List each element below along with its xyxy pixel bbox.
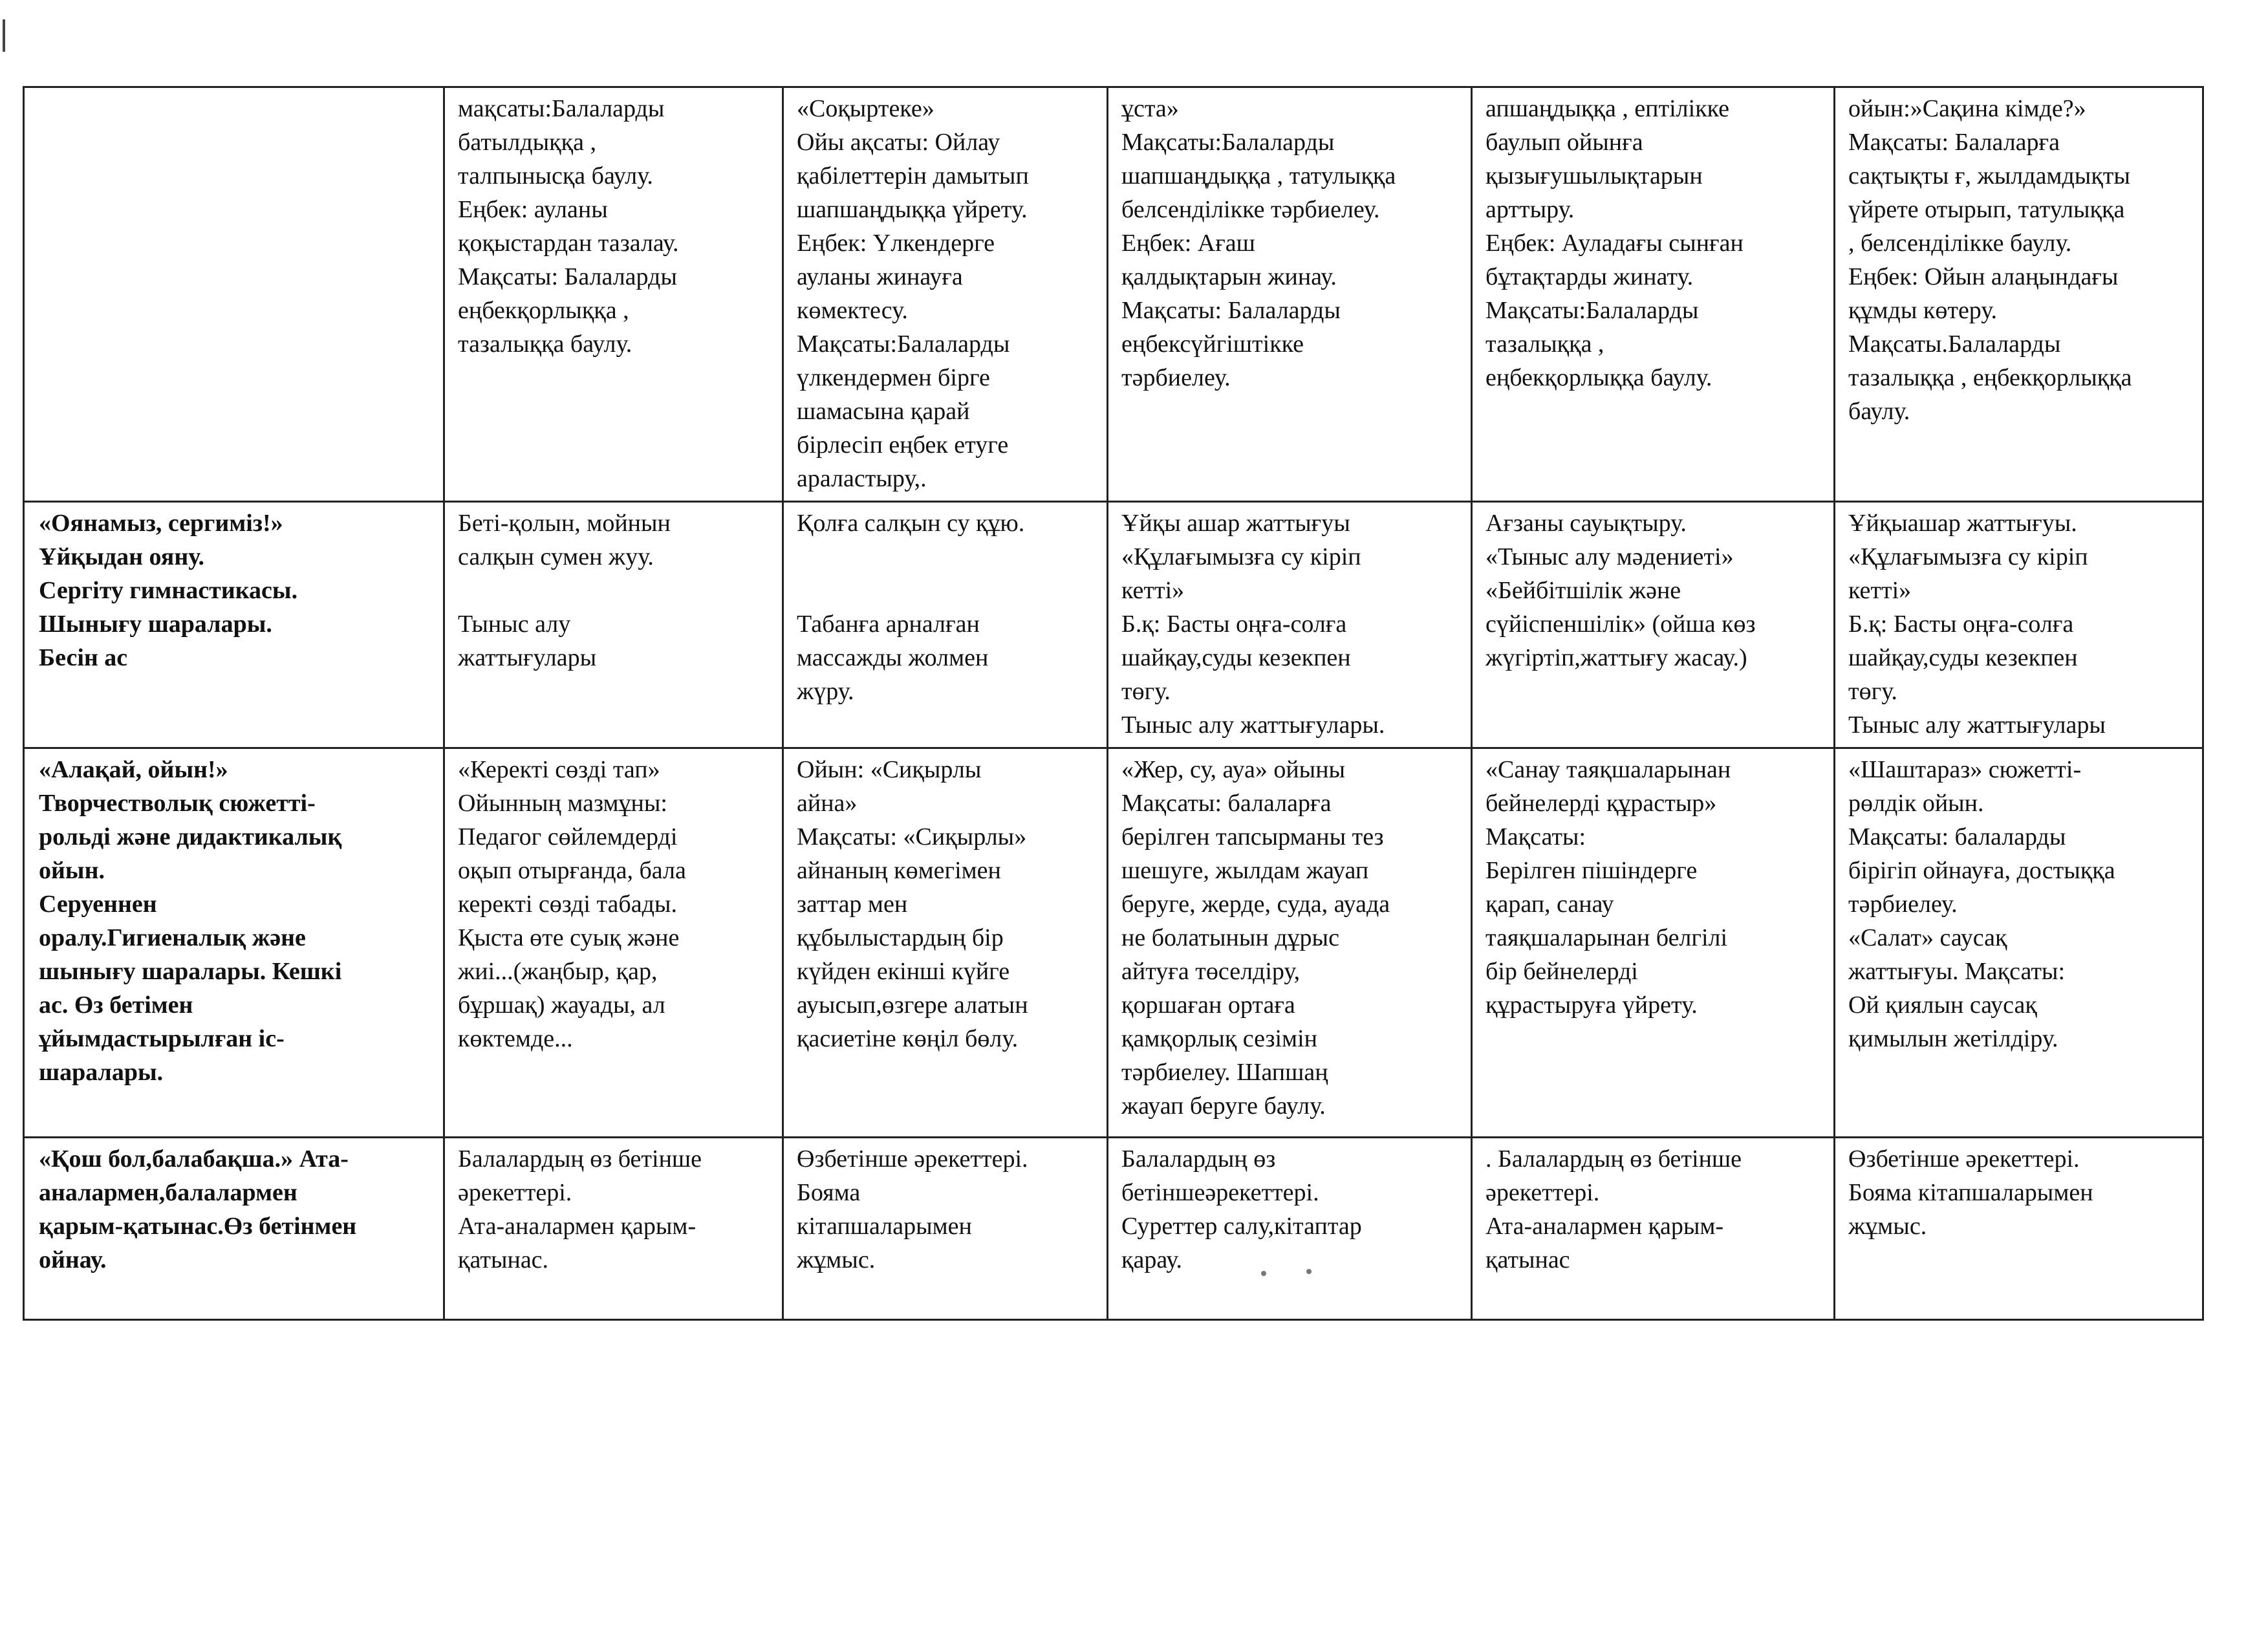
- activity-cell: Өзбетінше әрекеттері. Бояма кітапшаларымен жұмыс.: [783, 1138, 1108, 1320]
- table-row: [24, 87, 2203, 502]
- activity-cell: ойын:»Сақина кімде?» Мақсаты: Балаларға сақтықты ғ, жылдамдықты үйрете отырып, татулыққа , белсенділікке баулу. Еңбек: Ойын алаңындағы құмды көтеру. Мақсаты.Балаларды тазалыққа , еңбекқорлыққа баулу.: [1835, 87, 2203, 502]
- scan-speck: [1306, 1269, 1312, 1274]
- activity-cell: «Шаштараз» сюжетті- рөлдік ойын. Мақсаты: балаларды бірігіп ойнауға, достыққа тәрбиелеу. «Салат» саусақ жаттығуы. Мақсаты: Ой қиялын саусақ қимылын жетілдіру.: [1835, 748, 2203, 1138]
- row-heading: «Оянамыз, сергиміз!» Ұйқыдан ояну. Сергіту гимнастикасы. Шынығу шаралары. Бесін ас: [24, 502, 444, 748]
- activity-cell: мақсаты:Балаларды батылдыққа , талпынысқа баулу. Еңбек: ауланы қоқыстардан тазалау. Мақсаты: Балаларды еңбекқорлыққа , тазалыққа баулу.: [444, 87, 783, 502]
- activity-cell: . Балалардың өз бетінше әрекеттері. Ата-аналармен қарым- қатынас: [1472, 1138, 1835, 1320]
- activity-cell: ұста» Мақсаты:Балаларды шапшаңдыққа , татулыққа белсенділікке тәрбиелеу. Еңбек: Ағаш қалдықтарын жинау. Мақсаты: Балаларды еңбексүйгіштікке тәрбиелеу.: [1108, 87, 1472, 502]
- activity-cell: Балалардың өз бетінше әрекеттері. Ата-аналармен қарым- қатынас.: [444, 1138, 783, 1320]
- activity-cell: «Соқыртеке» Ойы ақсаты: Ойлау қабілеттерін дамытып шапшаңдыққа үйрету. Еңбек: Үлкендерге ауланы жинауға көмектесу. Мақсаты:Балаларды үлкендермен бірге шамасына қарай бірлесіп еңбек етуге араластыру,.: [783, 87, 1108, 502]
- scan-edge-mark: [3, 19, 5, 52]
- daily-plan-table: [23, 86, 2204, 1321]
- row-heading: «Алақай, ойын!» Творчестволық сюжетті- рольді және дидактикалық ойын. Серуеннен оралу.Гигиеналық және шынығу шаралары. Кешкі ас. Өз бетімен ұйымдастырылған іс- шаралары.: [24, 748, 444, 1138]
- table-row: [24, 502, 2203, 748]
- table-row: [24, 1138, 2203, 1320]
- activity-cell: Өзбетінше әрекеттері. Бояма кітапшаларымен жұмыс.: [1835, 1138, 2203, 1320]
- activity-cell: «Санау таяқшаларынан бейнелерді құрастыр» Мақсаты: Берілген пішіндерге қарап, санау таяқшаларынан белгілі бір бейнелерді құрастыруға үйрету.: [1472, 748, 1835, 1138]
- row-heading: «Қош бол,балабақша.» Ата- аналармен,балалармен қарым-қатынас.Өз бетінмен ойнау.: [24, 1138, 444, 1320]
- activity-cell: Ұйқы ашар жаттығуы «Құлағымызға су кіріп кетті» Б.қ: Басты оңға-солға шайқау,суды кезекпен төгу. Тыныс алу жаттығулары.: [1108, 502, 1472, 748]
- activity-cell: апшаңдыққа , ептілікке баулып ойынға қызығушылықтарын арттыру. Еңбек: Ауладағы сынған бұтақтарды жинату. Мақсаты:Балаларды тазалыққа , еңбекқорлыққа баулу.: [1472, 87, 1835, 502]
- activity-cell: Беті-қолын, мойнын салқын сумен жуу. Тыныс алу жаттығулары: [444, 502, 783, 748]
- activity-cell: «Жер, су, ауа» ойыны Мақсаты: балаларға берілген тапсырманы тез шешуге, жылдам жауап беруге, жерде, суда, ауада не болатынын дұрыс айтуға төселдіру, қоршаған ортаға қамқорлық сезімін тәрбиелеу. Шапшаң жауап беруге баулу.: [1108, 748, 1472, 1138]
- activity-cell: Ағзаны сауықтыру. «Тыныс алу мәдениеті» «Бейбітшілік және сүйіспеншілік» (ойша көз жүгіртіп,жаттығу жасау.): [1472, 502, 1835, 748]
- table-row: [24, 748, 2203, 1138]
- row-heading: [24, 87, 444, 502]
- activity-cell: Қолға салқын су құю. Табанға арналған массажды жолмен жүру.: [783, 502, 1108, 748]
- activity-cell: Ойын: «Сиқырлы айна» Мақсаты: «Сиқырлы» айнаның көмегімен заттар мен құбылыстардың бір күйден екінші күйге ауысып,өзгере алатын қасиетіне көңіл бөлу.: [783, 748, 1108, 1138]
- scan-speck: [1261, 1271, 1266, 1276]
- activity-cell: «Керекті сөзді тап» Ойынның мазмұны: Педагог сөйлемдерді оқып отырғанда, бала керекті сөзді табады. Қыста өте суық және жиі...(жаңбыр, қар, бұршақ) жауады, ал көктемде...: [444, 748, 783, 1138]
- activity-cell: Балалардың өз бетіншеәрекеттері. Суреттер салу,кітаптар қарау.: [1108, 1138, 1472, 1320]
- activity-cell: Ұйқыашар жаттығуы. «Құлағымызға су кіріп кетті» Б.қ: Басты оңға-солға шайқау,суды кезекпен төгу. Тыныс алу жаттығулары: [1835, 502, 2203, 748]
